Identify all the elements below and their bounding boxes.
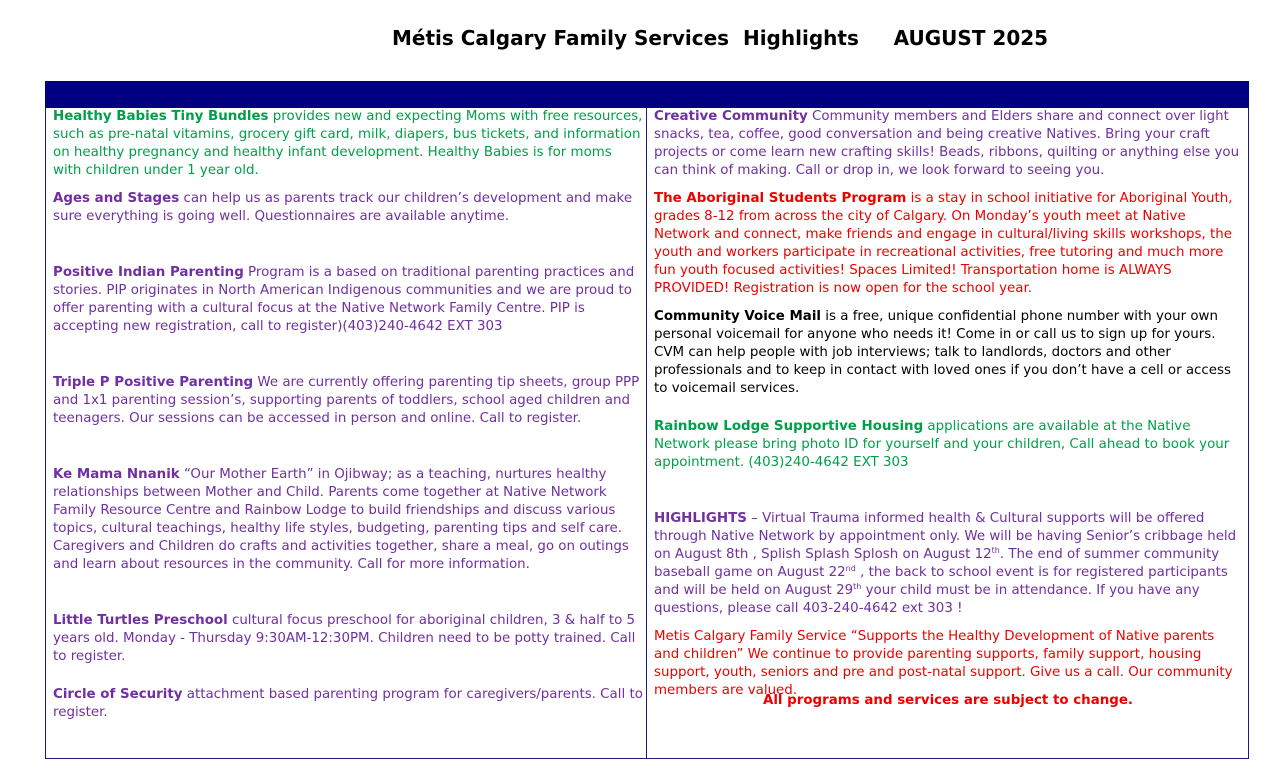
ke-mama-paragraph [53,466,643,574]
little-turtles-paragraph [53,612,643,666]
rainbow-lodge-body: applications are available at the Native Network please bring photo ID for yourself and your children, Call ahead to book your appointment. (403)240-4642 EXT 303 [654,419,1230,470]
mission-statement: Metis Calgary Family Service “Supports the Healthy Development of Native parents and children” We continue to provide parenting supports, family support, housing support, youth, seniors and pre and post-natal support. Give us a call. Our community members are valued. [654,629,1233,698]
ke-mama-body: “Our Mother Earth” in Ojibway; as a teaching, nurtures healthy relationships between Mother and Child. Parents come together at Native Network Family Resource Centre and Rainbow Lodge to build friendships and discuss various topics, cultural teachings, healthy life styles, budgeting, parenting tips and self care. Caregivers and Children do crafts and activities together, share a meal, go on outings and learn about resources in the community. Call for more information. [53,467,629,572]
aboriginal-students-paragraph [654,190,1242,298]
highlights-text-1: – Virtual Trauma informed health & Cultural supports will be offered through Native Network by appointment only. We will be having Senior’s cribbage held on August 8th , Splish Splash Splosh on August 12 [654,511,1237,562]
rainbow-lodge-paragraph [654,418,1242,472]
voice-mail-paragraph [654,308,1242,398]
highlights-text-4: your child must be in attendance. If you have any questions, please call 403-240-4642 ext 303 ! [654,583,1200,616]
pip-paragraph [53,264,643,336]
creative-community-body: Community members and Elders share and connect over light snacks, tea, coffee, good conversation and being creative Natives. Bring your craft projects or come learn new crafting skills! Beads, ribbons, quilting or anything else you can think of making. Call or drop in, we look forward to seeing you. [654,109,1240,178]
highlights-text-2: . The end of summer community baseball game on August 22 [654,547,1220,580]
circle-security-body: attachment based parenting program for caregivers/parents. Call to register. [53,687,643,720]
circle-security-heading: Circle of Security [53,687,183,702]
triple-p-body: We are currently offering parenting tip sheets, group PPP and 1x1 parenting session’s, supporting parents of toddlers, school aged children and teenagers. Our sessions can be accessed in person and online. Call to register. [53,375,640,426]
highlights-sup-1: th [991,546,1000,555]
rainbow-lodge-heading: Rainbow Lodge Supportive Housing [654,419,924,434]
highlights-sup-2: nd [845,564,856,573]
voice-mail-body: is a free, unique confidential phone number with your own personal voicemail for anyone who needs it! Come in or call us to sign up for yours. CVM can help people with job interviews; talk to landlords, doctors and other professionals and to keep in contact with loved ones if you don’t have a cell or access to voicemail services. [654,309,1231,396]
triple-p-heading: Triple P Positive Parenting [53,375,254,390]
little-turtles-body: cultural focus preschool for aboriginal children, 3 & half to 5 years old. Monday - Thursday 9:30AM-12:30PM. Children need to be potty trained. Call to register. [53,613,636,664]
column-divider [646,108,647,759]
highlights-heading: HIGHLIGHTS [654,511,747,526]
change-notice: All programs and services are subject to change. [762,693,1134,708]
table-header-bar [45,81,1249,108]
healthy-babies-heading: Healthy Babies Tiny Bundles [53,109,269,124]
page-title: Métis Calgary Family Services Highlights AUGUST 2025 [392,26,1049,50]
creative-community-heading: Creative Community [654,109,808,124]
healthy-babies-body: provides new and expecting Moms with free resources, such as pre-natal vitamins, grocery gift card, milk, diapers, bus tickets, and information on healthy pregnancy and healthy infant development. Healthy Babies is for moms with children under 1 year old. [53,109,643,178]
aboriginal-students-body: is a stay in school initiative for Aboriginal Youth, grades 8-12 from across the city of Calgary. On Monday’s youth meet at Native Network and connect, make friends and engage in cultural/living skills workshops, the youth and workers participate in recreational activities, free tutoring and much more fun youth focused activities! Spaces Limited! Transportation home is ALWAYS PROVIDED! Registration is now open for the school year. [654,191,1233,296]
creative-community-paragraph [654,108,1242,180]
pip-heading: Positive Indian Parenting [53,265,244,280]
voice-mail-heading: Community Voice Mail [654,309,822,324]
highlights-paragraph [654,510,1242,618]
ke-mama-heading: Ke Mama Nnanik [53,467,180,482]
ages-stages-heading: Ages and Stages [53,191,180,206]
triple-p-paragraph [53,374,643,428]
highlights-sup-3: th [853,582,862,591]
ages-stages-paragraph [53,190,643,226]
circle-security-paragraph [53,686,643,722]
highlights-text-3: , the back to school event is for registered participants and will be held on August 29 [654,565,1228,598]
pip-body: Program is a based on traditional parenting practices and stories. PIP originates in North American Indigenous communities and we are proud to offer parenting with a cultural focus at the Native Network Family Centre. PIP is accepting new registration, call to register)(403)240-4642 EXT 303 [53,265,635,334]
ages-stages-body: can help us as parents track our children’s development and make sure everything is going well. Questionnaires are available anytime. [53,191,633,224]
little-turtles-heading: Little Turtles Preschool [53,613,228,628]
aboriginal-students-heading: The Aboriginal Students Program [654,191,907,206]
healthy-babies-paragraph [53,108,643,180]
